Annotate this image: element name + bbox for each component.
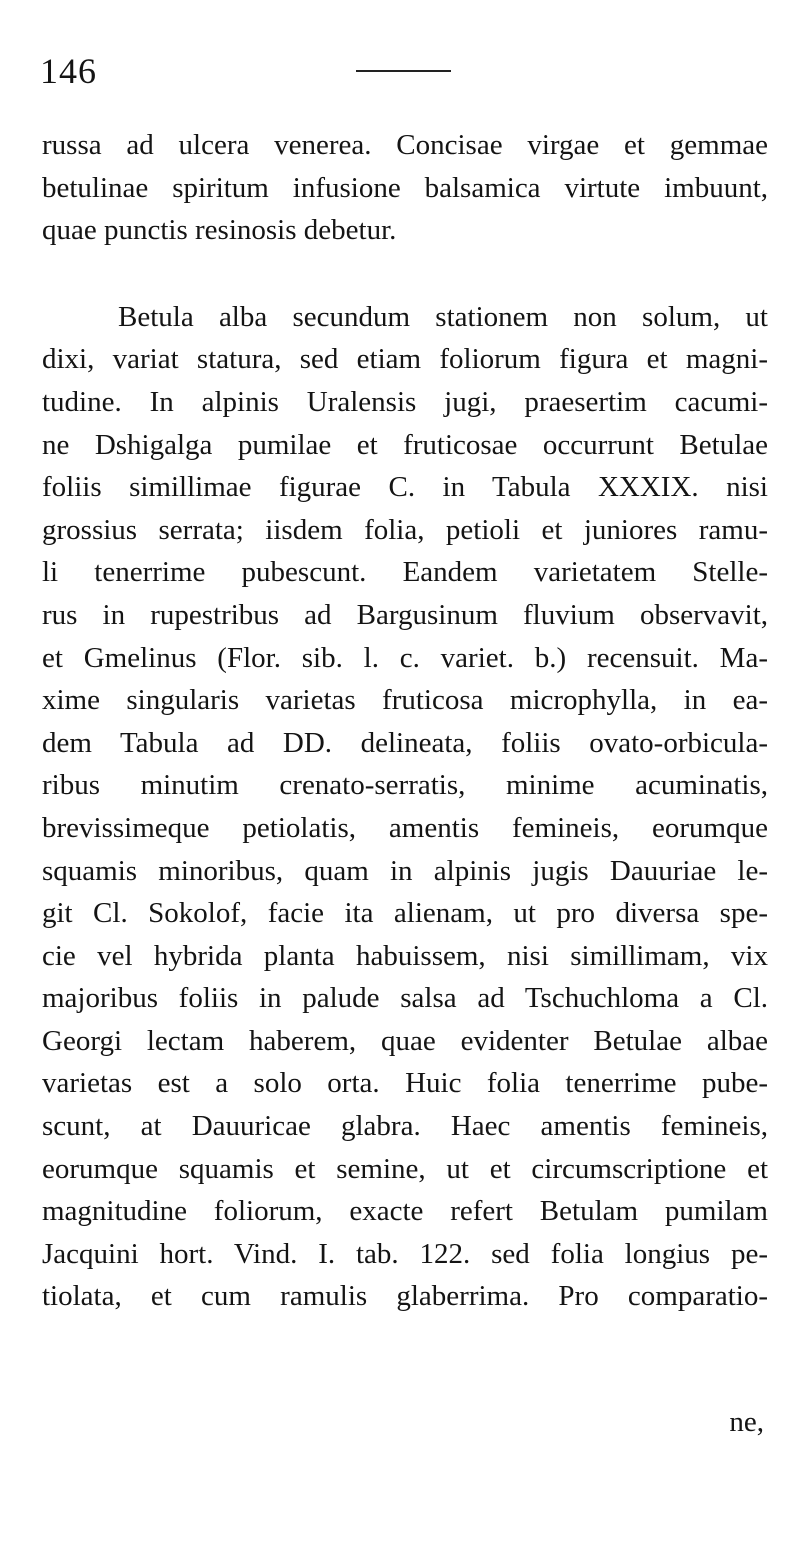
text-line: git Cl. Sokolof, facie ita alienam, ut pro diversa spe-	[42, 897, 768, 930]
text-line: li tenerrime pubescunt. Eandem varietatem Stelle-	[42, 556, 768, 589]
text-line: Betula alba secundum stationem non solum, ut	[118, 300, 768, 333]
text-line: ne Dshigalga pumilae et fruticosae occurrunt Betulae	[42, 428, 768, 461]
text-line: squamis minoribus, quam in alpinis jugis Dauuriae le-	[42, 854, 768, 887]
text-line: grossius serrata; iisdem folia, petioli et juniores ramu-	[42, 513, 768, 546]
text-line: foliis simillimae figurae C. in Tabula XXXIX. nisi	[42, 471, 768, 504]
text-line: quae punctis resinosis debetur.	[42, 214, 397, 247]
text-line: dixi, variat statura, sed etiam foliorum figura et magni-	[42, 343, 768, 376]
text-line: Jacquini hort. Vind. I. tab. 122. sed folia longius pe-	[42, 1237, 768, 1270]
text-line: tudine. In alpinis Uralensis jugi, praesertim cacumi-	[42, 385, 768, 418]
text-line: brevissimeque petiolatis, amentis femineis, eorumque	[42, 811, 768, 844]
text-line: rus in rupestribus ad Bargusinum fluvium observavit,	[42, 598, 768, 631]
text-line: majoribus foliis in palude salsa ad Tschuchloma a Cl.	[42, 982, 768, 1015]
text-line: dem Tabula ad DD. delineata, foliis ovato-orbicula-	[42, 726, 768, 759]
header-rule	[356, 70, 451, 72]
text-line: tiolata, et cum ramulis glaberrima. Pro comparatio-	[42, 1280, 768, 1313]
page-header	[40, 50, 760, 100]
text-line: xime singularis varietas fruticosa microphylla, in ea-	[42, 684, 768, 717]
paragraph-1	[42, 124, 768, 252]
text-line: cie vel hybrida planta habuissem, nisi simillimam, vix	[42, 939, 768, 972]
body-text	[42, 124, 768, 1318]
page-number: 146	[40, 51, 97, 91]
text-line: magnitudine foliorum, exacte refert Betulam pumilam	[42, 1195, 768, 1228]
text-line: scunt, at Dauuricae glabra. Haec amentis femineis,	[42, 1110, 768, 1143]
text-line: eorumque squamis et semine, ut et circumscriptione et	[42, 1152, 768, 1185]
text-line: russa ad ulcera venerea. Concisae virgae et gemmae	[42, 129, 768, 161]
text-line: varietas est a solo orta. Huic folia tenerrime pube-	[42, 1067, 768, 1100]
text-line: ribus minutim crenato-serratis, minime acuminatis,	[42, 769, 768, 802]
text-line: Georgi lectam haberem, quae evidenter Betulae albae	[42, 1024, 768, 1057]
paragraph-2	[42, 296, 768, 1318]
catchword: ne,	[729, 1406, 764, 1438]
text-line: betulinae spiritum infusione balsamica virtute imbuunt,	[42, 171, 768, 204]
text-line: et Gmelinus (Flor. sib. l. c. variet. b.) recensuit. Ma-	[42, 641, 768, 674]
